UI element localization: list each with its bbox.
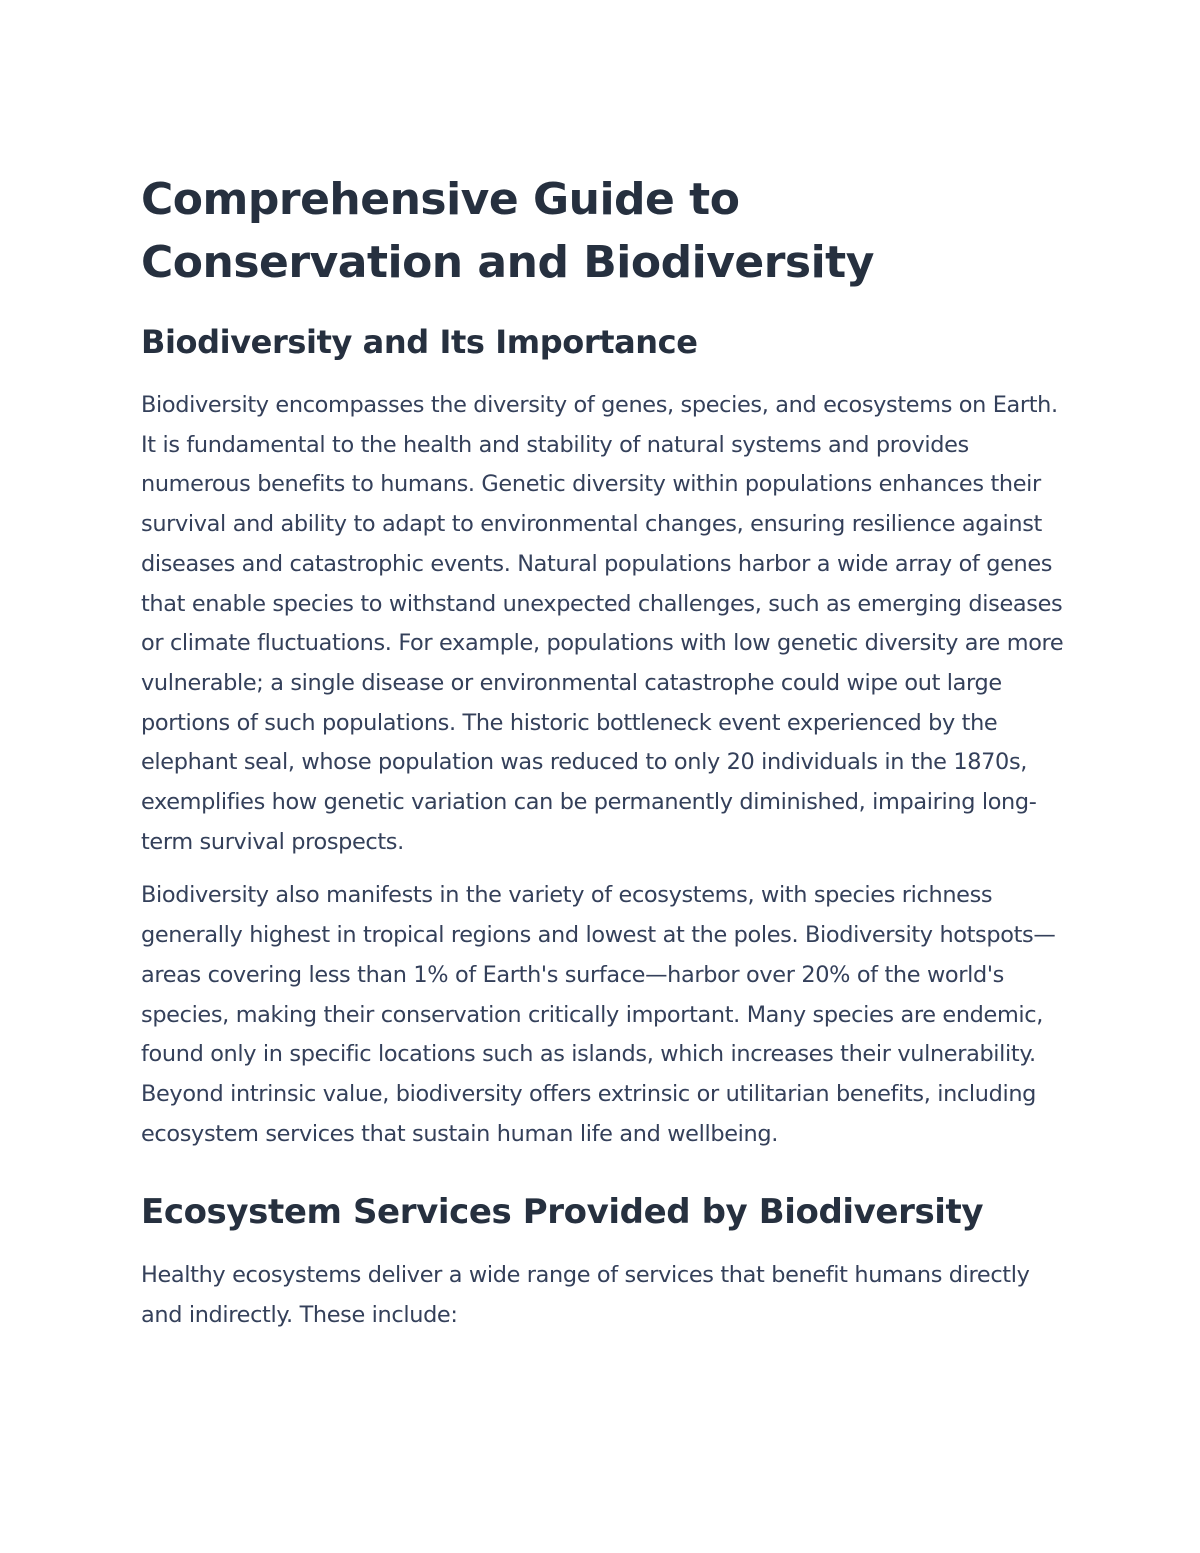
paragraph: Biodiversity also manifests in the variety of ecosystems, with species richness generally highest in tropical regions and lowest at the poles. Biodiversity hotspots—areas covering less than 1% of Earth's surface—harbor over 20% of the world's species, making their conservation critically important. Many species are endemic, found only in specific locations such as islands, which increases their vulnerability. Beyond intrinsic value, biodiversity offers extrinsic or utilitarian benefits, including ecosystem services that sustain human life and wellbeing. bbox=[141, 882, 1056, 1147]
section-biodiversity-importance bbox=[141, 320, 1066, 1154]
document-page bbox=[141, 168, 1066, 1336]
document-title: Comprehensive Guide to Conservation and Biodiversity bbox=[141, 174, 874, 288]
section-heading: Biodiversity and Its Importance bbox=[141, 323, 698, 361]
section-heading: Ecosystem Services Provided by Biodiversity bbox=[141, 1192, 984, 1233]
section-ecosystem-services bbox=[141, 1190, 1066, 1335]
paragraph: Healthy ecosystems deliver a wide range of services that benefit humans directly and indirectly. These include: bbox=[141, 1262, 1030, 1329]
paragraph: Biodiversity encompasses the diversity of genes, species, and ecosystems on Earth. It is fundamental to the health and stability of natural systems and provides numerous benefits to humans. Genetic diversity within populations enhances their survival and ability to adapt to environmental changes, ensuring resilience against diseases and catastrophic events. Natural populations harbor a wide array of genes that enable species to withstand unexpected challenges, such as emerging diseases or climate fluctuations. For example, populations with low genetic diversity are more vulnerable; a single disease or environmental catastrophe could wipe out large portions of such populations. The historic bottleneck event experienced by the elephant seal, whose population was reduced to only 20 individuals in the 1870s, exemplifies how genetic variation can be permanently diminished, impairing long-term survival prospects. bbox=[141, 392, 1064, 855]
